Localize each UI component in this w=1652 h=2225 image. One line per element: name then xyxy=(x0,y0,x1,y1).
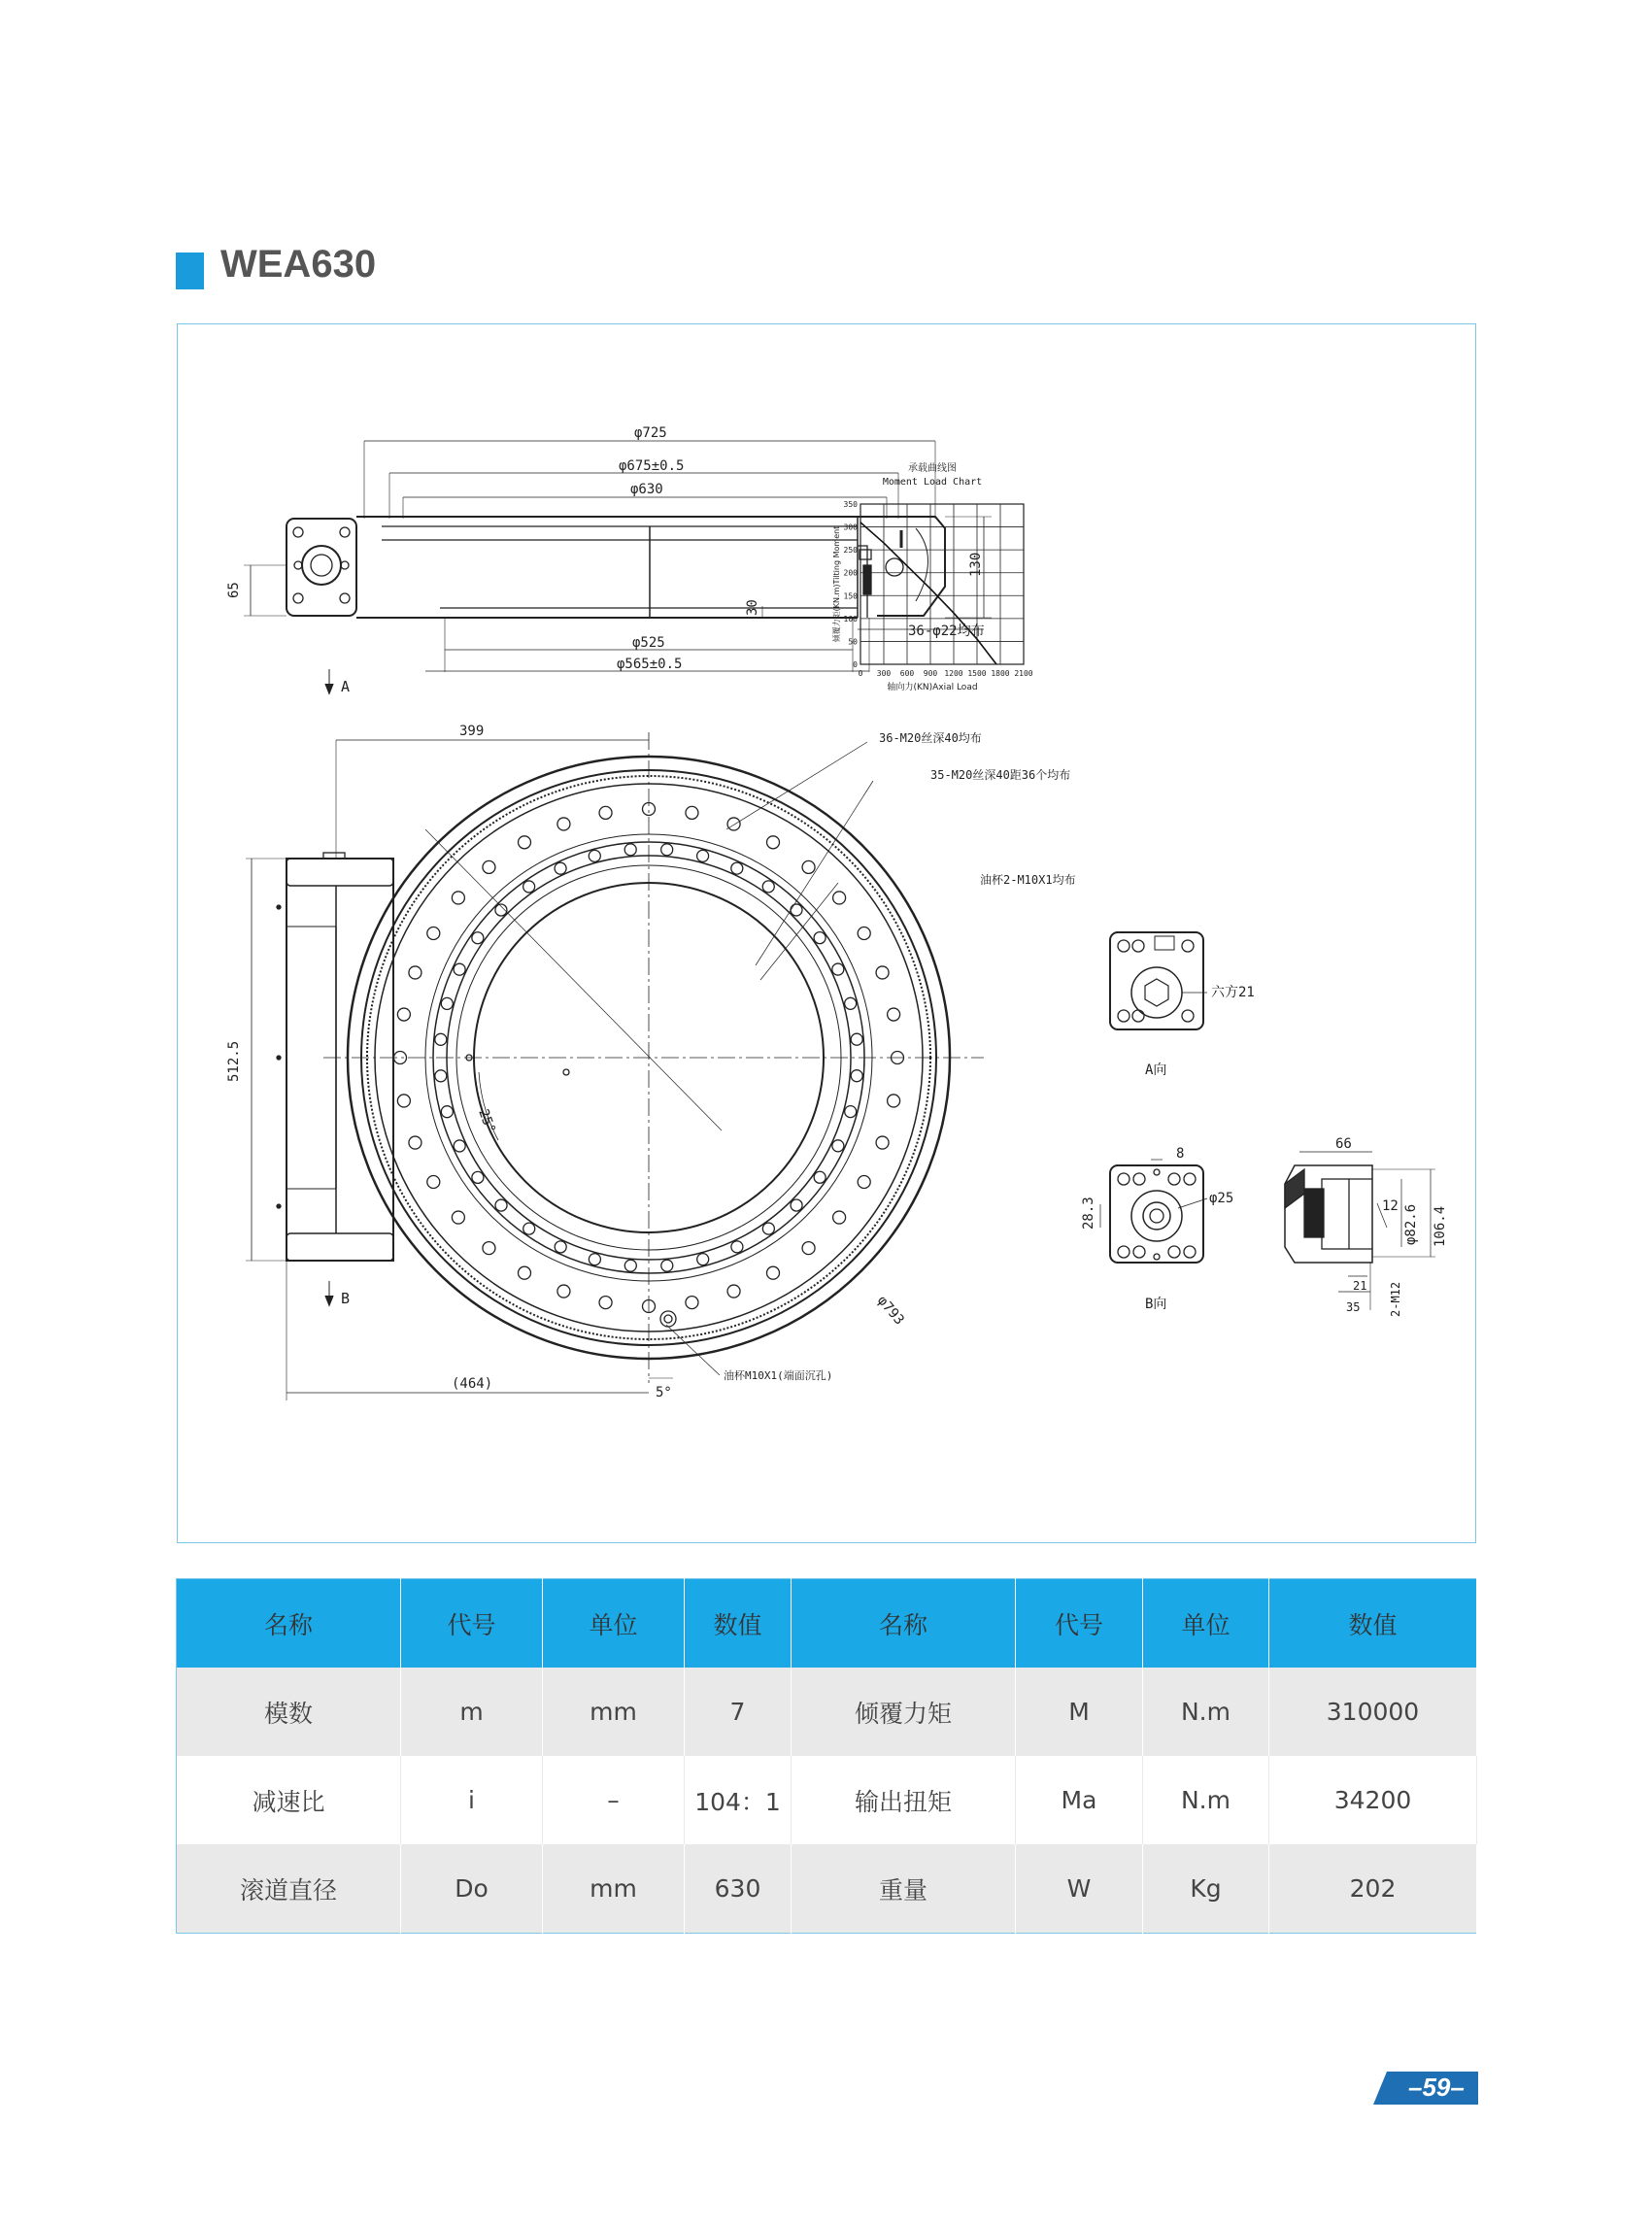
outer-bolt-hole xyxy=(686,806,698,819)
chart-x-tick: 300 xyxy=(876,669,892,678)
dim-phi25: φ25 xyxy=(1209,1191,1234,1206)
table-cell: 202 xyxy=(1269,1844,1477,1934)
inner-bolt-hole xyxy=(762,881,774,893)
note-m20-inner: 35-M20丝深40距36个均布 xyxy=(930,768,1071,782)
holes-22: 36-φ22均布 xyxy=(908,624,985,639)
inner-bolt-hole xyxy=(523,1223,535,1234)
outer-bolt-hole xyxy=(409,966,421,979)
inner-bolt-hole xyxy=(762,1223,774,1234)
outer-bolt-hole xyxy=(767,1266,780,1279)
outer-bolt-hole xyxy=(858,927,870,940)
chart-title: 承载曲线图 xyxy=(908,463,957,474)
chart-x-tick: 600 xyxy=(899,669,915,678)
chart-x-label: 轴向力(KN)Axial Load xyxy=(887,683,978,692)
table-row xyxy=(177,1844,1477,1934)
table-cell: 重量 xyxy=(792,1844,1016,1934)
header-cell: 数值 xyxy=(1269,1579,1477,1669)
table-cell: 倾覆力矩 xyxy=(792,1668,1016,1756)
table-cell: – xyxy=(543,1756,685,1844)
inner-bolt-hole xyxy=(791,904,802,916)
view-b-caption: B向 xyxy=(1145,1297,1167,1312)
chart-series-line xyxy=(860,523,996,664)
outer-bolt-hole xyxy=(397,1095,410,1107)
outer-bolt-hole xyxy=(452,1211,464,1224)
chart-plot-area xyxy=(860,504,1024,664)
dim-66: 66 xyxy=(1335,1136,1352,1152)
table-cell: mm xyxy=(543,1844,685,1934)
inner-bolt-hole xyxy=(441,997,453,1009)
arrow-a-label: A xyxy=(341,678,351,695)
inner-bolt-hole xyxy=(851,1033,862,1045)
outer-bolt-hole xyxy=(409,1136,421,1149)
inner-bolt-hole xyxy=(555,862,566,874)
chart-x-tick: 0 xyxy=(858,669,863,678)
inner-bolt-hole xyxy=(495,1199,507,1211)
dim-82: φ82.6 xyxy=(1403,1203,1419,1245)
inner-bolt-hole xyxy=(731,1241,743,1253)
dim-399: 399 xyxy=(459,724,485,739)
dim-m12: 2-M12 xyxy=(1389,1281,1402,1317)
view-a xyxy=(1110,932,1207,1029)
outer-bolt-hole xyxy=(519,1266,531,1279)
inner-bolt-hole xyxy=(845,997,857,1009)
outer-bolt-hole xyxy=(802,1242,815,1255)
dim-65: 65 xyxy=(226,582,242,598)
chart-y-tick: 350 xyxy=(843,500,858,509)
chart-y-tick: 300 xyxy=(843,523,858,532)
dim-12: 12 xyxy=(1382,1198,1399,1214)
inner-bolt-hole xyxy=(661,1260,673,1271)
inner-bolt-hole xyxy=(589,850,600,861)
chart-y-tick: 150 xyxy=(843,591,858,601)
inner-bolt-hole xyxy=(851,1070,862,1082)
chart-y-tick: 100 xyxy=(843,614,858,624)
table-cell: Kg xyxy=(1143,1844,1269,1934)
inner-bolt-hole xyxy=(791,1199,802,1211)
header-cell: 单位 xyxy=(543,1579,685,1669)
drawing-svg xyxy=(178,324,1477,1544)
table-cell: Ma xyxy=(1016,1756,1143,1844)
chart-x-tick: 1500 xyxy=(967,669,987,678)
chart-x-tick: 1200 xyxy=(944,669,963,678)
inner-bolt-hole xyxy=(832,963,844,975)
table-cell: W xyxy=(1016,1844,1143,1934)
table-cell: m xyxy=(401,1668,543,1756)
outer-bolt-hole xyxy=(876,966,889,979)
outer-bolt-hole xyxy=(833,1211,846,1224)
chart-y-tick: 200 xyxy=(843,568,858,578)
inner-bolt-hole xyxy=(697,850,709,861)
table-cell: N.m xyxy=(1143,1668,1269,1756)
outer-bolt-hole xyxy=(833,892,846,904)
inner-bolt-hole xyxy=(454,963,465,975)
inner-bolt-hole xyxy=(845,1106,857,1118)
inner-bolt-hole xyxy=(624,1260,636,1271)
outer-bolt-hole xyxy=(888,1095,900,1107)
dim-725: φ725 xyxy=(634,425,667,441)
side-view xyxy=(244,441,992,693)
dim-35: 35 xyxy=(1346,1300,1361,1314)
outer-bolt-hole xyxy=(767,836,780,849)
outer-bolt-hole xyxy=(727,1285,740,1298)
outer-bolt-hole xyxy=(557,1285,570,1298)
inner-bolt-hole xyxy=(731,862,743,874)
table-cell: N.m xyxy=(1143,1756,1269,1844)
table-row xyxy=(177,1668,1477,1756)
table-cell: mm xyxy=(543,1668,685,1756)
inner-bolt-hole xyxy=(435,1070,447,1082)
dim-130: 130 xyxy=(968,552,984,577)
table-row xyxy=(177,1756,1477,1844)
header-cell: 单位 xyxy=(1143,1579,1269,1669)
outer-bolt-hole xyxy=(858,1176,870,1189)
note-m20-outer: 36-M20丝深40均布 xyxy=(879,731,982,745)
header-cell: 数值 xyxy=(685,1579,792,1669)
outer-bolt-hole xyxy=(427,1176,440,1189)
dim-21: 21 xyxy=(1353,1279,1367,1293)
plan-view xyxy=(246,324,987,1400)
outer-bolt-hole xyxy=(686,1297,698,1309)
inner-bolt-hole xyxy=(624,844,636,856)
chart-y-tick: 0 xyxy=(853,660,858,669)
inner-bolt-hole xyxy=(441,1106,453,1118)
outer-bolt-hole xyxy=(876,1136,889,1149)
outer-bolt-hole xyxy=(427,927,440,940)
inner-bolt-hole xyxy=(814,932,826,944)
chart-x-tick: 1800 xyxy=(991,669,1010,678)
page-title: WEA630 xyxy=(220,243,377,286)
dim-8: 8 xyxy=(1176,1146,1185,1162)
outer-bolt-hole xyxy=(888,1008,900,1021)
inner-bolt-hole xyxy=(435,1033,447,1045)
dim-793: φ793 xyxy=(873,1293,907,1329)
inner-bolt-hole xyxy=(661,844,673,856)
chart-x-tick: 900 xyxy=(923,669,938,678)
chart-y-tick: 50 xyxy=(848,637,858,647)
spec-table xyxy=(176,1578,1477,1934)
page-number: –59– xyxy=(1408,2073,1465,2102)
inner-bolt-hole xyxy=(472,932,484,944)
header-cell: 名称 xyxy=(792,1579,1016,1669)
dim-464: (464) xyxy=(452,1376,493,1392)
angle-5: 5° xyxy=(656,1385,672,1400)
dim-525: φ525 xyxy=(632,635,665,651)
table-cell: 104：1 xyxy=(685,1756,792,1844)
dim-630: φ630 xyxy=(630,482,663,497)
table-header-row xyxy=(177,1579,1477,1669)
inner-bolt-hole xyxy=(832,1140,844,1152)
view-a-caption: A向 xyxy=(1145,1062,1167,1078)
inner-bolt-hole xyxy=(454,1140,465,1152)
chart-subtitle: Moment Load Chart xyxy=(882,477,983,488)
note-oil-bottom: 油杯M10X1(端面沉孔) xyxy=(724,1369,833,1382)
chart-x-tick: 2100 xyxy=(1014,669,1033,678)
inner-bolt-hole xyxy=(589,1254,600,1265)
technical-drawing xyxy=(177,323,1476,1543)
hex-label: 六方21 xyxy=(1211,985,1255,1000)
outer-bolt-hole xyxy=(557,818,570,830)
outer-bolt-hole xyxy=(483,860,495,873)
dim-30: 30 xyxy=(745,599,760,616)
outer-bolt-hole xyxy=(727,818,740,830)
angle-25: 25° xyxy=(475,1106,498,1136)
table-cell: 7 xyxy=(685,1668,792,1756)
moment-load-chart xyxy=(831,461,1033,692)
table-cell: 310000 xyxy=(1269,1668,1477,1756)
header-cell: 代号 xyxy=(1016,1579,1143,1669)
table-cell: M xyxy=(1016,1668,1143,1756)
table-cell: 34200 xyxy=(1269,1756,1477,1844)
dim-512: 512.5 xyxy=(226,1040,242,1082)
dim-28: 28.3 xyxy=(1081,1197,1096,1230)
table-cell: 模数 xyxy=(177,1668,401,1756)
title-marker xyxy=(176,253,204,289)
outer-bolt-hole xyxy=(599,806,612,819)
arrow-b-label: B xyxy=(341,1290,351,1307)
inner-bolt-hole xyxy=(814,1171,826,1183)
view-b xyxy=(1100,1160,1207,1263)
header-cell: 代号 xyxy=(401,1579,543,1669)
table-cell: 输出扭矩 xyxy=(792,1756,1016,1844)
table-cell: 630 xyxy=(685,1844,792,1934)
inner-bolt-hole xyxy=(697,1254,709,1265)
outer-bolt-hole xyxy=(519,836,531,849)
outer-bolt-hole xyxy=(397,1008,410,1021)
outer-bolt-hole xyxy=(483,1242,495,1255)
table-cell: 减速比 xyxy=(177,1756,401,1844)
table-cell: Do xyxy=(401,1844,543,1934)
outer-bolt-hole xyxy=(452,892,464,904)
header-cell: 名称 xyxy=(177,1579,401,1669)
table-cell: i xyxy=(401,1756,543,1844)
inner-bolt-hole xyxy=(472,1171,484,1183)
table-cell: 滚道直径 xyxy=(177,1844,401,1934)
outer-bolt-hole xyxy=(802,860,815,873)
inner-bolt-hole xyxy=(555,1241,566,1253)
dim-565: φ565±0.5 xyxy=(617,657,683,672)
chart-y-tick: 250 xyxy=(843,546,858,556)
chart-y-label: 倾覆力矩(KN.m)Tilting Moment xyxy=(832,525,841,643)
outer-bolt-hole xyxy=(599,1297,612,1309)
dim-675: φ675±0.5 xyxy=(619,458,685,474)
dim-106: 106.4 xyxy=(1433,1205,1448,1247)
note-oil: 油杯2-M10X1均布 xyxy=(980,873,1076,887)
inner-bolt-hole xyxy=(523,881,535,893)
